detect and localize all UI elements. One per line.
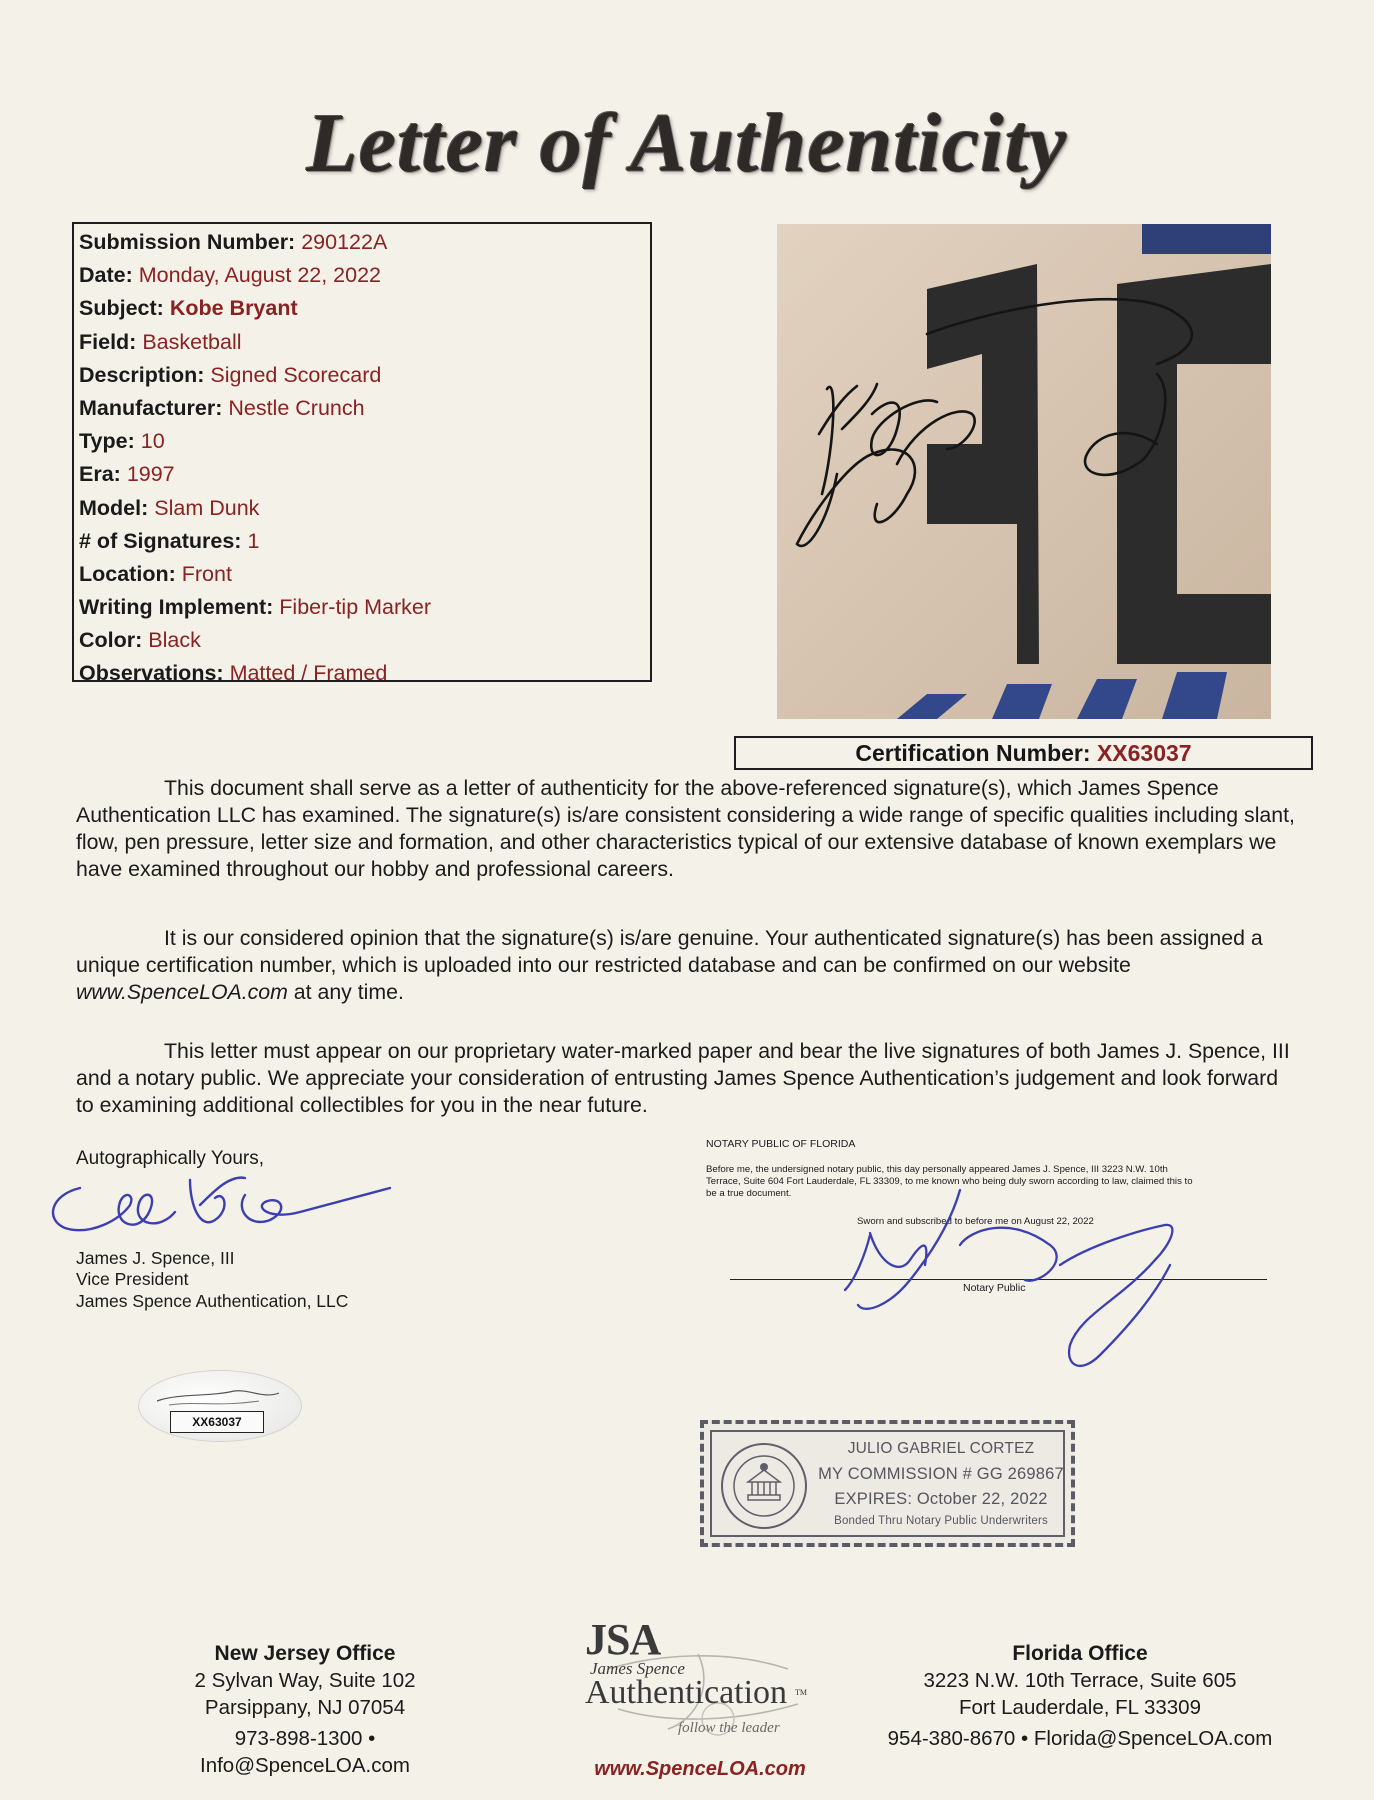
sticker-number: XX63037 (170, 1411, 264, 1433)
jsa-tagline: follow the leader (678, 1720, 780, 1736)
detail-label: Model: (79, 495, 149, 520)
paragraph-1-text: This document shall serve as a letter of authenticity for the above-referenced signature(s), which James Spence Authentication LLC has examined. The signature(s) is/are consistent considering a wide range of specific qualities including slant, flow, pen pressure, letter size and formation, and other characteristics typical of our extensive database of known exemplars we have examined throughout our hobby and professional careers. (76, 776, 1295, 881)
paragraph-3-text: This letter must appear on our proprietary water-marked paper and bear the live signatures of both James J. Spence, III and a notary public. We appreciate your consideration of entrusting James Spence Authentication’s judgement and look forward to examining additional collectibles for you in the near future. (76, 1039, 1290, 1117)
jsa-authentication: Authentication (585, 1674, 788, 1711)
signatory-company: James Spence Authentication, LLC (76, 1291, 349, 1311)
notary-line-2: Terrace, Suite 604 Fort Lauderdale, FL 33309, to me known who being duly sworn according to law, claimed this to (706, 1176, 1193, 1187)
detail-value: Nestle Crunch (228, 395, 365, 420)
detail-value: 1 (247, 528, 260, 553)
detail-label: Observations: (79, 661, 224, 686)
fl-office-address-2: Fort Lauderdale, FL 33309 (959, 1696, 1201, 1719)
stamp-bonded: Bonded Thru Notary Public Underwriters (834, 1515, 1048, 1527)
certification-label: Certification Number: (855, 740, 1091, 766)
notary-line-3: be a true document. (706, 1188, 792, 1199)
detail-label: Type: (79, 429, 135, 454)
detail-value: Basketball (142, 329, 242, 354)
website-link[interactable]: www.SpenceLOA.com (76, 980, 288, 1004)
detail-value: 10 (140, 429, 165, 454)
detail-value: Matted / Framed (229, 661, 388, 686)
certification-number (734, 736, 1313, 770)
detail-row-model (79, 492, 650, 525)
nj-office-heading: New Jersey Office (214, 1642, 396, 1665)
signatory-position: Vice President (76, 1269, 189, 1289)
jsa-james-spence: James Spence (590, 1659, 685, 1678)
nj-office-address-1: 2 Sylvan Way, Suite 102 (194, 1669, 416, 1692)
signatory-name: James J. Spence, III (76, 1248, 235, 1268)
jsa-logo (548, 1614, 828, 1764)
detail-row-manufacturer (79, 392, 650, 425)
detail-row-era (79, 458, 650, 491)
detail-value: Monday, August 22, 2022 (138, 263, 382, 288)
detail-value: 1997 (126, 462, 175, 487)
footer-website[interactable]: www.SpenceLOA.com (594, 1758, 806, 1780)
detail-value: Kobe Bryant (169, 296, 298, 321)
certification-value: XX63037 (1096, 740, 1192, 766)
jsa-letters: JSA (585, 1615, 661, 1664)
stamp-expires: EXPIRES: October 22, 2022 (834, 1490, 1048, 1508)
detail-label: Era: (79, 462, 121, 487)
detail-value: Black (148, 628, 201, 653)
detail-label: # of Signatures: (79, 528, 242, 553)
paragraph-3 (76, 1038, 1301, 1119)
paragraph-2 (76, 925, 1301, 1006)
jsa-trademark: TM (795, 1688, 807, 1697)
detail-value: Slam Dunk (154, 495, 260, 520)
nj-office (140, 1640, 470, 1779)
closing-text: Autographically Yours, (76, 1148, 265, 1169)
detail-row-observations (79, 657, 650, 690)
detail-label: Subject: (79, 296, 164, 321)
detail-row-writing-implement (79, 591, 650, 624)
detail-label: Field: (79, 329, 137, 354)
detail-label: Writing Implement: (79, 595, 274, 620)
detail-value: Signed Scorecard (210, 362, 382, 387)
item-photo (777, 224, 1271, 719)
detail-row-field (79, 326, 650, 359)
details-box (72, 222, 652, 686)
notary-signature (810, 1185, 1190, 1385)
detail-row-location (79, 558, 650, 591)
stamp-commission: MY COMMISSION # GG 269867 (818, 1465, 1064, 1483)
paragraph-2-end: at any time. (287, 980, 404, 1004)
detail-row-submission (79, 226, 650, 259)
paragraph-2-text: It is our considered opinion that the signature(s) is/are genuine. Your authenticated signature(s) has been assigned a unique certification number, which is uploaded into our restricted database and can be confirmed on our website (76, 926, 1263, 977)
notary-sworn: Sworn and subscribed to before me on August 22, 2022 (857, 1216, 1094, 1227)
notary-heading: NOTARY PUBLIC OF FLORIDA (706, 1138, 856, 1150)
fl-office-contact: 954-380-8670 • Florida@SpenceLOA.com (887, 1727, 1273, 1750)
detail-row-signatures (79, 525, 650, 558)
detail-value: 290122A (301, 230, 388, 254)
detail-row-description (79, 359, 650, 392)
spence-signature (40, 1150, 400, 1240)
detail-label: Color: (79, 628, 143, 653)
notary-stamp (700, 1420, 1075, 1547)
detail-label: Description: (79, 362, 205, 387)
fl-office-address-1: 3223 N.W. 10th Terrace, Suite 605 (923, 1669, 1237, 1692)
detail-label: Submission Number: (79, 230, 296, 254)
nj-office-contact: 973-898-1300 • Info@SpenceLOA.com (200, 1727, 410, 1777)
stamp-name: JULIO GABRIEL CORTEZ (847, 1440, 1035, 1457)
detail-label: Location: (79, 561, 176, 586)
fl-office-heading: Florida Office (1012, 1642, 1148, 1665)
detail-label: Date: (79, 263, 133, 288)
detail-row-color (79, 624, 650, 657)
detail-label: Manufacturer: (79, 395, 223, 420)
paragraph-1 (76, 775, 1301, 883)
detail-value: Fiber-tip Marker (279, 595, 432, 620)
detail-value: Front (181, 561, 232, 586)
detail-row-date (79, 259, 650, 292)
fl-office (880, 1640, 1280, 1752)
notary-seal-icon (718, 1440, 810, 1532)
detail-row-type (79, 425, 650, 458)
notary-signature-label: Notary Public (963, 1282, 1026, 1294)
detail-row-subject (79, 292, 650, 325)
document-title: Letter of Authenticity (306, 97, 1068, 190)
notary-line-1: Before me, the undersigned notary public, this day personally appeared James J. Spence, III 3223 N.W. 10th (706, 1164, 1168, 1175)
item-photo-image (777, 224, 1271, 719)
nj-office-address-2: Parsippany, NJ 07054 (204, 1696, 406, 1719)
